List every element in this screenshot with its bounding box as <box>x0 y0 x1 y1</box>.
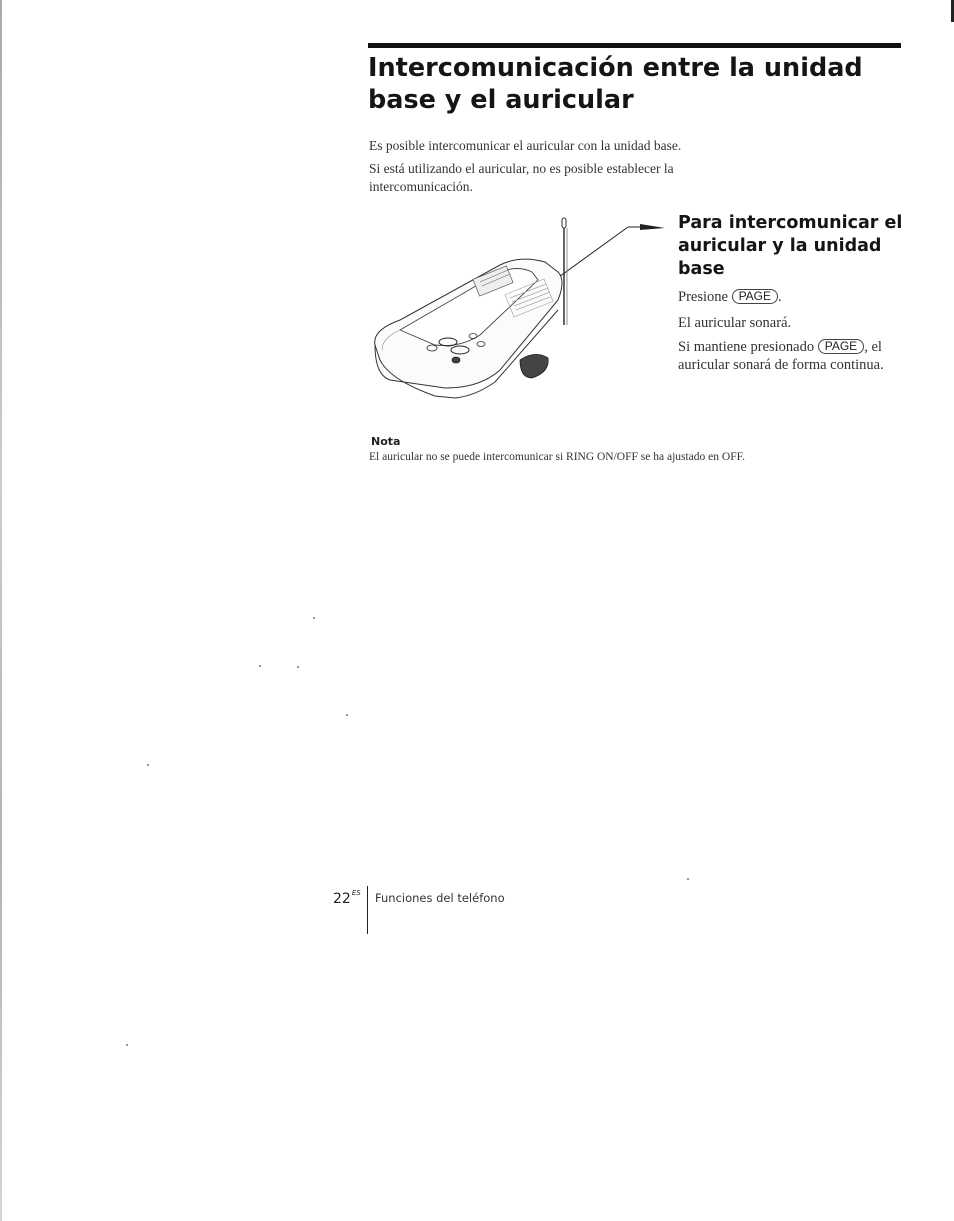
note-label: Nota <box>371 435 401 448</box>
page-number-value: 22 <box>333 891 351 907</box>
page-title-line-2: base y el auricular <box>368 85 634 115</box>
scan-speck <box>147 764 149 766</box>
page-title <box>368 52 908 116</box>
step-3-text: Si mantiene presionado <box>678 339 815 355</box>
scan-speck <box>297 666 299 668</box>
base-unit-illustration <box>360 210 680 405</box>
scan-speck <box>259 665 261 667</box>
procedure-heading: Para intercomunicar el auricular y la unidad base <box>678 213 903 279</box>
intro-paragraph-1: Es posible intercomunicar el auricular con la unidad base. <box>369 138 682 153</box>
intro-paragraph-2: Si está utilizando el auricular, no es posible establecer la intercomunicación. <box>369 161 674 194</box>
page-key-icon: PAGE <box>732 289 778 304</box>
page-title-line-1: Intercomunicación entre la unidad <box>368 53 863 83</box>
step-3-suffix: , el auricular sonará de forma continua. <box>678 339 884 373</box>
procedure-step-1 <box>678 288 928 306</box>
procedure-step-2: El auricular sonará. <box>678 315 792 331</box>
section-top-rule <box>368 43 901 48</box>
page-key-icon-2: PAGE <box>818 339 864 354</box>
scan-speck <box>126 1044 128 1046</box>
step-1-text: Presione <box>678 289 728 305</box>
scan-left-edge <box>0 0 2 1221</box>
scan-speck <box>313 617 315 619</box>
footer-divider <box>367 886 368 934</box>
scan-speck <box>687 878 689 880</box>
scan-speck <box>346 714 348 716</box>
page-language-suffix: ES <box>351 889 361 897</box>
step-1-suffix: . <box>778 289 782 305</box>
note-text: El auricular no se puede intercomunicar si RING ON/OFF se ha ajustado en OFF. <box>369 451 745 463</box>
page-number <box>333 889 361 907</box>
procedure-step-3 <box>678 338 928 374</box>
footer-section-name: Funciones del teléfono <box>375 891 505 905</box>
